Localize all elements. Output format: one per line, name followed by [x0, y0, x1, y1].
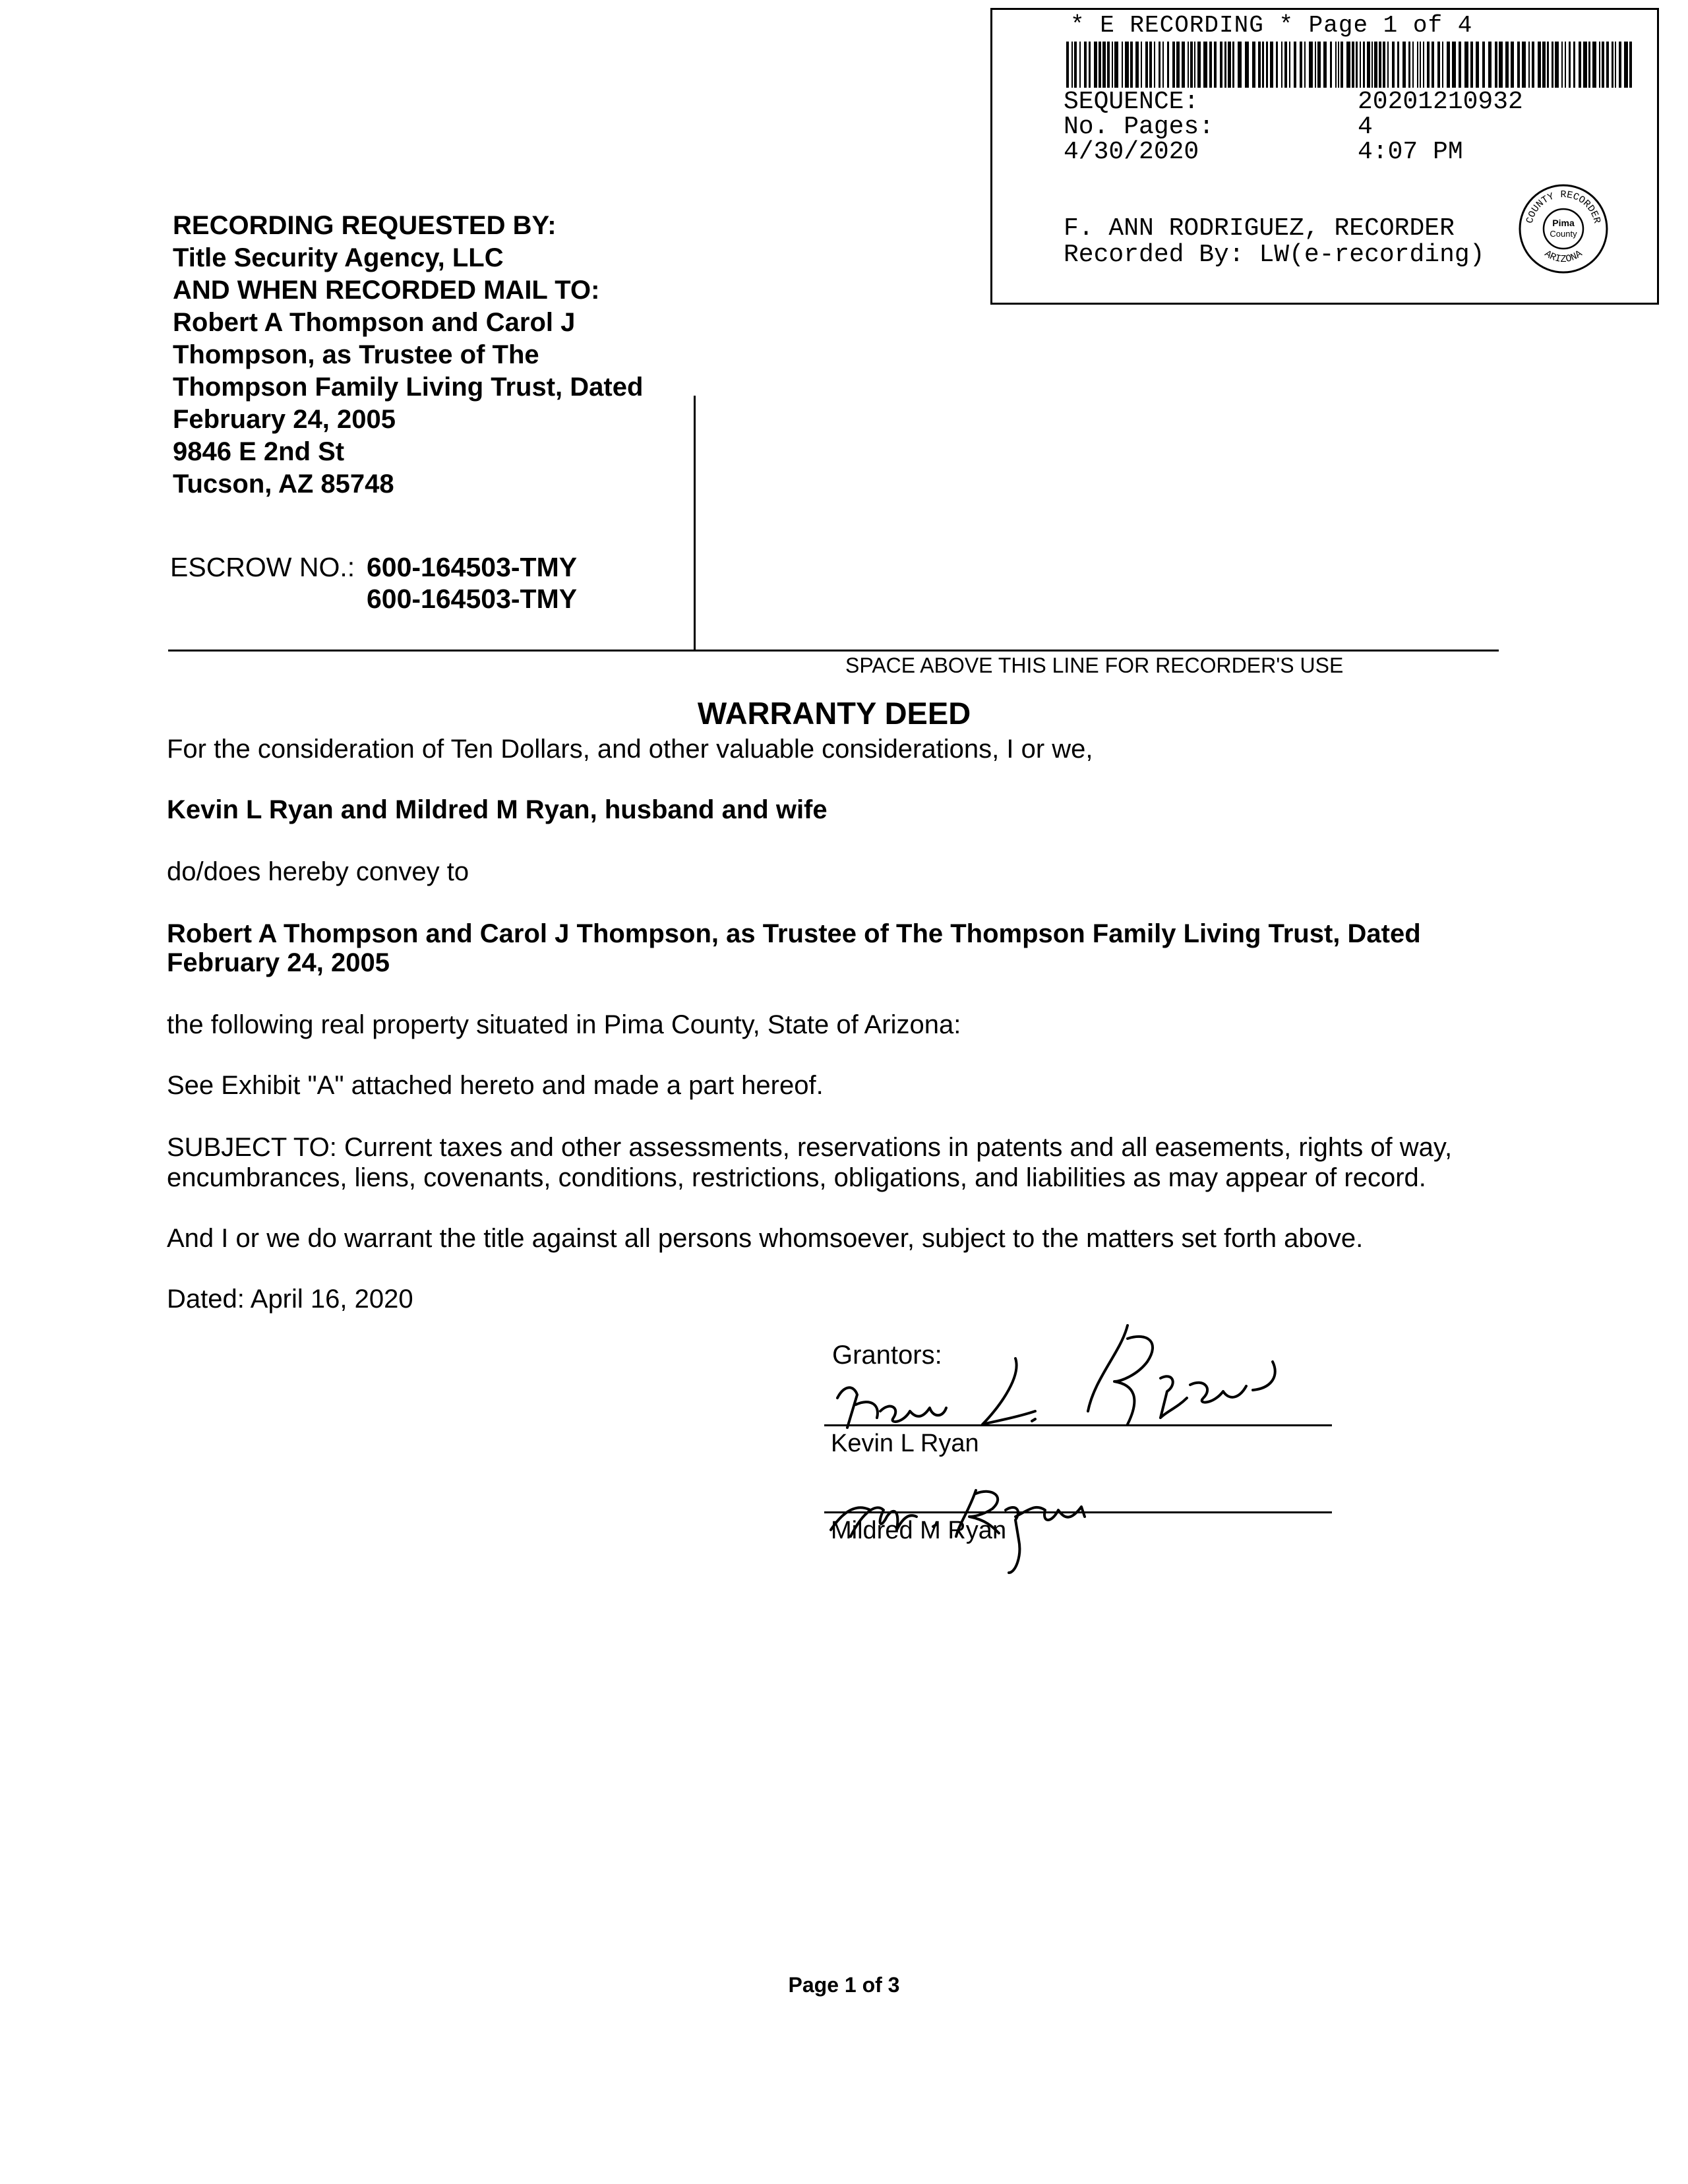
grantors-label: Grantors:	[832, 1341, 942, 1370]
exhibit-text: See Exhibit "A" attached hereto and made a part hereof.	[167, 1071, 824, 1100]
seal-center-line2: County	[1550, 229, 1577, 239]
dated-text: Dated: April 16, 2020	[167, 1285, 413, 1314]
divider-recorder-line	[168, 650, 1499, 652]
barcode	[1066, 42, 1633, 88]
requested-by: Title Security Agency, LLC	[173, 243, 504, 272]
recorder-stamp	[990, 8, 1659, 305]
mail-to-label: AND WHEN RECORDED MAIL TO:	[173, 276, 600, 305]
mail-to-line: Thompson Family Living Trust, Dated	[173, 373, 644, 402]
property-text: the following real property situated in Pima County, State of Arizona:	[167, 1010, 961, 1039]
county-seal-icon	[1517, 183, 1610, 275]
recorder-name: F. ANN RODRIGUEZ, RECORDER	[1064, 214, 1455, 243]
stamp-header: * E RECORDING * Page 1 of 4	[1070, 12, 1473, 39]
signer-name: Mildred M Ryan	[831, 1517, 1007, 1544]
escrow-label: ESCROW NO.:	[170, 552, 355, 582]
requested-by-label: RECORDING REQUESTED BY:	[173, 211, 557, 240]
seal-bottom-text: ARIZONA	[1542, 248, 1584, 265]
subject-to-line: SUBJECT TO: Current taxes and other assessments, reservations in patents and all easements, rights of way,	[167, 1133, 1453, 1162]
subject-to-line: encumbrances, liens, covenants, conditions, restrictions, obligations, and liabilities as may appear of record.	[167, 1163, 1426, 1192]
pages-value: 4	[1358, 113, 1373, 141]
mail-to-line: Robert A Thompson and Carol J	[173, 308, 576, 337]
sequence-value: 20201210932	[1358, 88, 1523, 116]
convey-text: do/does hereby convey to	[167, 857, 469, 886]
recorded-by: Recorded By: LW(e-recording)	[1064, 241, 1485, 269]
warrant-text: And I or we do warrant the title against all persons whomsoever, subject to the matters set forth above.	[167, 1224, 1364, 1253]
consideration-text: For the consideration of Ten Dollars, and other valuable considerations, I or we,	[167, 735, 1093, 764]
mail-to-line: Thompson, as Trustee of The	[173, 340, 539, 369]
grantees-line: February 24, 2005	[167, 948, 390, 977]
seal-top-text: COUNTY RECORDER	[1524, 189, 1603, 225]
recorder-use-note: SPACE ABOVE THIS LINE FOR RECORDER'S USE	[845, 653, 1344, 677]
recording-date: 4/30/2020	[1064, 138, 1199, 166]
grantors-names: Kevin L Ryan and Mildred M Ryan, husband and wife	[167, 795, 828, 824]
mail-to-line: 9846 E 2nd St	[173, 437, 345, 466]
divider-vertical	[694, 396, 696, 652]
mail-to-line: February 24, 2005	[173, 405, 396, 434]
document-title: WARRANTY DEED	[697, 696, 971, 731]
grantees-line: Robert A Thompson and Carol J Thompson, as Trustee of The Thompson Family Living Trust, Dated	[167, 919, 1421, 948]
sequence-label: SEQUENCE:	[1064, 88, 1199, 116]
signer-name: Kevin L Ryan	[831, 1430, 979, 1457]
pages-label: No. Pages:	[1064, 113, 1215, 141]
seal-center-line1: Pima	[1552, 218, 1575, 228]
escrow-number: 600-164503-TMY	[367, 552, 578, 582]
mail-to-line: Tucson, AZ 85748	[173, 470, 394, 499]
handwritten-signature	[818, 1312, 1345, 1576]
recording-time: 4:07 PM	[1358, 138, 1463, 166]
escrow-number: 600-164503-TMY	[367, 584, 578, 614]
page-footer: Page 1 of 3	[788, 1973, 900, 1997]
